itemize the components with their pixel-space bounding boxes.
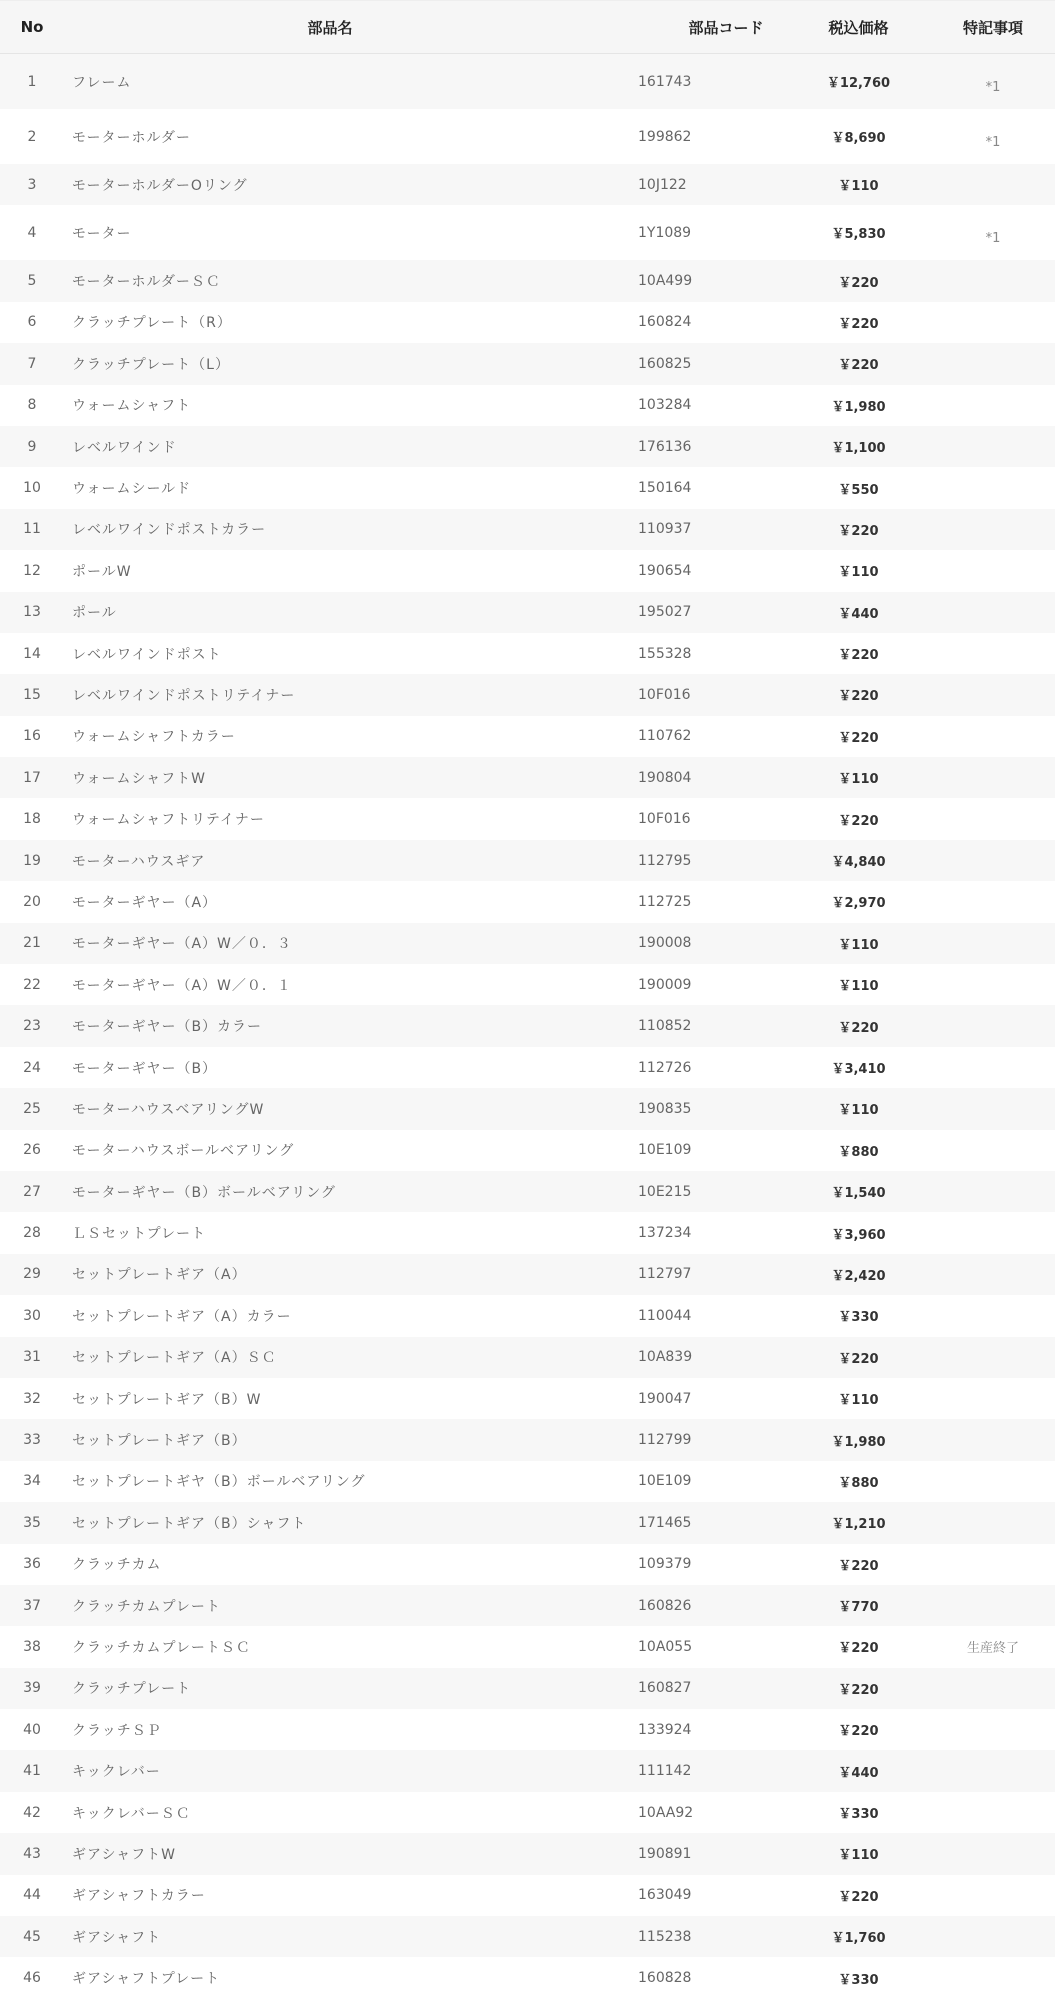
row-part-name: モーターハウスベアリングW xyxy=(72,1101,265,1118)
row-part-name: ポールW xyxy=(72,563,132,580)
row-part-code: 10E109 xyxy=(638,1473,692,1490)
row-part-name: モーターギヤー（A） xyxy=(72,894,218,911)
row-price: ￥330 xyxy=(838,1807,879,1823)
row-part-name: キックレバー xyxy=(72,1764,161,1781)
row-part-name: セットプレートギア（B）W xyxy=(72,1391,262,1408)
row-part-code: 110044 xyxy=(638,1307,692,1324)
row-part-code: 110852 xyxy=(638,1018,692,1035)
row-part-name: クラッチＳＰ xyxy=(72,1722,162,1739)
row-price: ￥220 xyxy=(838,1351,879,1367)
table-row xyxy=(0,260,1055,301)
row-part-name: セットプレートギア（B）シャフト xyxy=(72,1515,307,1532)
row-price: ￥3,410 xyxy=(831,1062,886,1077)
table-row xyxy=(0,1171,1055,1212)
table-row xyxy=(0,1295,1055,1336)
table-row xyxy=(0,1088,1055,1129)
row-part-code: 176136 xyxy=(638,438,692,455)
row-part-code: 190654 xyxy=(638,562,692,579)
row-no: 29 xyxy=(23,1266,41,1283)
row-part-code: 112726 xyxy=(638,1059,692,1076)
row-no: 28 xyxy=(23,1225,41,1242)
row-part-code: 10AA92 xyxy=(638,1804,694,1821)
row-price: ￥330 xyxy=(838,1972,879,1988)
row-part-code: 10F016 xyxy=(638,811,691,828)
header-part-code: 部品コード xyxy=(688,18,764,37)
row-no: 2 xyxy=(27,128,37,145)
row-part-code: 10F016 xyxy=(638,686,691,703)
row-part-name: ポール xyxy=(72,605,117,622)
row-part-code: 190891 xyxy=(638,1845,692,1862)
table-row xyxy=(0,1668,1055,1709)
table-row xyxy=(0,964,1055,1005)
row-part-name: クラッチプレート xyxy=(72,1681,192,1698)
row-price: ￥110 xyxy=(838,1103,879,1119)
row-price: ￥880 xyxy=(838,1144,879,1160)
header-price: 税込価格 xyxy=(828,18,889,37)
table-row xyxy=(0,798,1055,839)
row-part-code: 150164 xyxy=(638,480,692,497)
row-part-name: ウォームシャフトカラー xyxy=(72,729,236,746)
row-part-name: ギアシャフト xyxy=(72,1929,162,1946)
row-no: 11 xyxy=(23,521,41,538)
row-no: 21 xyxy=(23,935,41,952)
row-no: 6 xyxy=(27,314,37,331)
table-row xyxy=(0,54,1055,109)
row-no: 36 xyxy=(23,1556,41,1573)
row-no: 8 xyxy=(27,397,37,414)
row-no: 27 xyxy=(23,1183,41,1200)
table-row xyxy=(0,467,1055,508)
table-row xyxy=(0,164,1055,205)
row-part-code: 133924 xyxy=(638,1721,692,1738)
table-row xyxy=(0,1792,1055,1833)
table-row xyxy=(0,385,1055,426)
row-no: 31 xyxy=(23,1349,41,1366)
row-part-code: 10E215 xyxy=(638,1183,692,1200)
row-price: ￥1,100 xyxy=(831,441,886,457)
row-part-name: クラッチプレート（L） xyxy=(72,356,230,373)
table-row xyxy=(0,1254,1055,1295)
row-part-name: キックレバーＳＣ xyxy=(72,1805,191,1822)
row-price: ￥1,980 xyxy=(831,399,886,415)
row-price: ￥1,210 xyxy=(831,1517,886,1533)
row-price: ￥110 xyxy=(838,937,879,953)
row-part-name: ギアシャフトプレート xyxy=(72,1971,221,1988)
row-price: ￥220 xyxy=(838,1682,879,1698)
row-price: ￥110 xyxy=(838,772,879,788)
row-price: ￥220 xyxy=(838,316,879,332)
row-price: ￥1,980 xyxy=(831,1434,886,1450)
row-part-code: 1Y1089 xyxy=(638,224,692,241)
row-part-code: 10E109 xyxy=(638,1142,692,1159)
table-row xyxy=(0,1130,1055,1171)
row-price: ￥440 xyxy=(838,1765,879,1781)
row-part-name: ギアシャフトカラー xyxy=(72,1888,206,1905)
row-price: ￥440 xyxy=(838,606,879,622)
row-price: ￥3,960 xyxy=(831,1227,886,1243)
table-row xyxy=(0,1005,1055,1046)
row-part-code: 190008 xyxy=(638,935,692,952)
row-part-name: モーターギヤー（A）W／０．３ xyxy=(72,936,292,953)
table-row xyxy=(0,426,1055,467)
table-row xyxy=(0,633,1055,674)
header-no: No xyxy=(20,18,44,36)
row-price: ￥5,830 xyxy=(831,227,886,243)
row-part-name: セットプレートギア（A） xyxy=(72,1267,247,1284)
row-price: ￥12,760 xyxy=(826,76,891,91)
table-row xyxy=(0,757,1055,798)
table-row xyxy=(0,1833,1055,1874)
row-part-name: ギアシャフトW xyxy=(72,1846,177,1863)
row-no: 34 xyxy=(23,1473,41,1490)
row-part-code: 171465 xyxy=(638,1514,692,1531)
row-part-name: モーターギヤー（B）ボールベアリング xyxy=(72,1184,336,1201)
row-no: 10 xyxy=(23,480,41,497)
table-row xyxy=(0,592,1055,633)
row-no: 13 xyxy=(23,604,41,621)
row-price: ￥220 xyxy=(838,1724,879,1740)
row-part-code: 190804 xyxy=(638,769,692,786)
row-no: 12 xyxy=(23,562,41,579)
row-part-code: 110937 xyxy=(638,521,692,538)
header-notes: 特記事項 xyxy=(962,18,1023,37)
row-part-name: レベルワインドポストカラー xyxy=(72,522,267,539)
table-row xyxy=(0,509,1055,550)
row-part-code: 110762 xyxy=(638,728,692,745)
row-part-code: 112799 xyxy=(638,1432,692,1449)
row-price: ￥550 xyxy=(838,482,879,498)
table-row xyxy=(0,1626,1055,1667)
row-part-name: モーター xyxy=(72,225,132,242)
row-part-name: ウォームシールド xyxy=(72,481,192,498)
row-no: 42 xyxy=(23,1804,41,1821)
row-part-code: 199862 xyxy=(638,128,692,145)
row-part-name: セットプレートギア（A）ＳＣ xyxy=(72,1350,277,1367)
row-part-code: 160828 xyxy=(638,1970,692,1987)
row-part-name: フレーム xyxy=(72,74,132,91)
row-price: ￥1,540 xyxy=(831,1186,886,1202)
row-note: *1 xyxy=(985,135,1001,150)
row-part-name: クラッチカム xyxy=(72,1557,162,1574)
row-note: 生産終了 xyxy=(966,1641,1019,1657)
row-price: ￥220 xyxy=(838,813,879,829)
row-price: ￥220 xyxy=(838,1641,879,1657)
row-note: *1 xyxy=(985,80,1001,95)
row-part-code: 160824 xyxy=(638,314,692,331)
row-price: ￥220 xyxy=(838,358,879,374)
row-no: 41 xyxy=(23,1763,41,1780)
row-no: 23 xyxy=(23,1018,41,1035)
row-part-code: 112797 xyxy=(638,1266,692,1283)
row-part-code: 112725 xyxy=(638,893,692,910)
row-part-code: 109379 xyxy=(638,1556,692,1573)
header-part-name: 部品名 xyxy=(307,18,353,37)
table-row xyxy=(0,1750,1055,1791)
row-part-name: ＬＳセットプレート xyxy=(72,1226,207,1243)
row-part-name: レベルワインドポスト xyxy=(72,646,222,663)
row-no: 40 xyxy=(23,1721,41,1738)
row-part-name: モーターギヤー（A）W／０．１ xyxy=(72,977,292,994)
row-part-name: セットプレートギヤ（B）ボールベアリング xyxy=(72,1474,366,1491)
row-price: ￥770 xyxy=(838,1600,879,1616)
row-no: 37 xyxy=(23,1597,41,1614)
row-price: ￥110 xyxy=(838,565,879,581)
row-part-name: モーターギヤー（B）カラー xyxy=(72,1019,263,1036)
table-row xyxy=(0,1709,1055,1750)
row-no: 38 xyxy=(23,1638,41,1655)
row-part-code: 160826 xyxy=(638,1597,692,1614)
table-header xyxy=(0,0,1055,54)
row-no: 16 xyxy=(23,728,41,745)
table-row xyxy=(0,1419,1055,1460)
row-no: 15 xyxy=(23,686,41,703)
table-row xyxy=(0,343,1055,384)
row-part-code: 190047 xyxy=(638,1390,692,1407)
row-price: ￥2,970 xyxy=(831,896,886,912)
row-no: 5 xyxy=(27,273,37,290)
row-no: 33 xyxy=(23,1432,41,1449)
row-price: ￥110 xyxy=(838,979,879,995)
row-part-code: 112795 xyxy=(638,852,692,869)
row-price: ￥330 xyxy=(838,1310,879,1326)
row-price: ￥220 xyxy=(838,275,879,291)
table-row xyxy=(0,840,1055,881)
row-no: 22 xyxy=(23,976,41,993)
row-no: 24 xyxy=(23,1059,41,1076)
row-part-code: 163049 xyxy=(638,1887,692,1904)
row-part-code: 111142 xyxy=(638,1763,692,1780)
table-row xyxy=(0,109,1055,164)
row-price: ￥110 xyxy=(838,1848,879,1864)
table-row xyxy=(0,1544,1055,1585)
row-part-code: 190835 xyxy=(638,1100,692,1117)
row-part-name: モーターホルダーＳＣ xyxy=(72,274,221,291)
row-price: ￥1,760 xyxy=(831,1931,886,1947)
row-no: 9 xyxy=(27,438,37,455)
row-no: 4 xyxy=(27,224,37,241)
row-no: 19 xyxy=(23,852,41,869)
table-row xyxy=(0,923,1055,964)
row-part-code: 10A055 xyxy=(638,1638,693,1655)
row-part-code: 190009 xyxy=(638,976,692,993)
table-row xyxy=(0,302,1055,343)
table-row xyxy=(0,1047,1055,1088)
row-no: 35 xyxy=(23,1514,41,1531)
row-no: 43 xyxy=(23,1845,41,1862)
row-part-code: 160827 xyxy=(638,1680,692,1697)
row-price: ￥880 xyxy=(838,1475,879,1491)
row-part-name: モーターハウスギア xyxy=(72,853,206,870)
row-price: ￥4,840 xyxy=(831,855,886,871)
row-part-code: 161743 xyxy=(638,73,692,90)
table-row xyxy=(0,1337,1055,1378)
row-price: ￥220 xyxy=(838,648,879,664)
row-part-name: ウォームシャフトリテイナー xyxy=(72,812,265,829)
row-price: ￥220 xyxy=(838,1889,879,1905)
row-price: ￥110 xyxy=(838,179,879,195)
table-row xyxy=(0,1585,1055,1626)
row-part-name: モーターハウスボールベアリング xyxy=(72,1143,295,1160)
row-part-name: ウォームシャフトW xyxy=(72,770,207,787)
row-part-name: モーターホルダー xyxy=(72,129,191,146)
table-row xyxy=(0,550,1055,591)
row-price: ￥220 xyxy=(838,1020,879,1036)
row-part-name: クラッチカムプレートＳＣ xyxy=(72,1639,251,1656)
table-row xyxy=(0,1502,1055,1543)
table-row xyxy=(0,1378,1055,1419)
row-part-code: 10J122 xyxy=(638,176,687,193)
row-no: 46 xyxy=(23,1970,41,1987)
row-no: 20 xyxy=(23,893,41,910)
table-row xyxy=(0,881,1055,922)
table-row xyxy=(0,1212,1055,1253)
row-note: *1 xyxy=(985,231,1001,247)
row-price: ￥220 xyxy=(838,1558,879,1574)
row-price: ￥220 xyxy=(838,689,879,705)
row-no: 30 xyxy=(23,1307,41,1324)
row-part-name: クラッチカムプレート xyxy=(72,1598,221,1615)
table-row xyxy=(0,1957,1055,1998)
row-price: ￥2,420 xyxy=(831,1268,886,1284)
table-body xyxy=(0,54,1055,1999)
row-part-name: モーターギヤー（B） xyxy=(72,1060,218,1077)
row-part-name: レベルワインド xyxy=(72,439,177,456)
row-no: 39 xyxy=(23,1680,41,1697)
table-row xyxy=(0,205,1055,260)
row-part-code: 155328 xyxy=(638,645,692,662)
row-part-name: モーターホルダーOリング xyxy=(72,177,248,194)
row-no: 1 xyxy=(27,73,37,90)
row-part-code: 137234 xyxy=(638,1225,692,1242)
row-no: 45 xyxy=(23,1928,41,1945)
row-part-code: 115238 xyxy=(638,1928,692,1945)
row-part-code: 160825 xyxy=(638,355,692,372)
row-no: 14 xyxy=(23,645,41,662)
row-part-name: クラッチプレート（R） xyxy=(72,315,232,332)
row-part-code: 10A839 xyxy=(638,1349,693,1366)
row-no: 3 xyxy=(27,176,37,193)
row-part-name: セットプレートギア（B） xyxy=(72,1433,247,1450)
row-part-code: 195027 xyxy=(638,604,692,621)
table-row xyxy=(0,1875,1055,1916)
row-part-name: セットプレートギア（A）カラー xyxy=(72,1308,292,1325)
table-row xyxy=(0,1916,1055,1957)
row-no: 32 xyxy=(23,1390,41,1407)
row-price: ￥220 xyxy=(838,523,879,539)
row-no: 26 xyxy=(23,1142,41,1159)
table-row xyxy=(0,716,1055,757)
row-no: 25 xyxy=(23,1100,41,1117)
row-price: ￥8,690 xyxy=(831,131,886,146)
table-row xyxy=(0,1461,1055,1502)
row-part-code: 103284 xyxy=(638,397,692,414)
row-part-code: 10A499 xyxy=(638,273,693,290)
row-no: 44 xyxy=(23,1887,41,1904)
row-part-name: レベルワインドポストリテイナー xyxy=(72,687,296,704)
row-part-name: ウォームシャフト xyxy=(72,398,192,415)
row-no: 7 xyxy=(27,355,37,372)
row-price: ￥220 xyxy=(838,730,879,746)
row-no: 17 xyxy=(23,769,41,786)
row-no: 18 xyxy=(23,811,41,828)
table-row xyxy=(0,674,1055,715)
row-price: ￥110 xyxy=(838,1393,879,1409)
